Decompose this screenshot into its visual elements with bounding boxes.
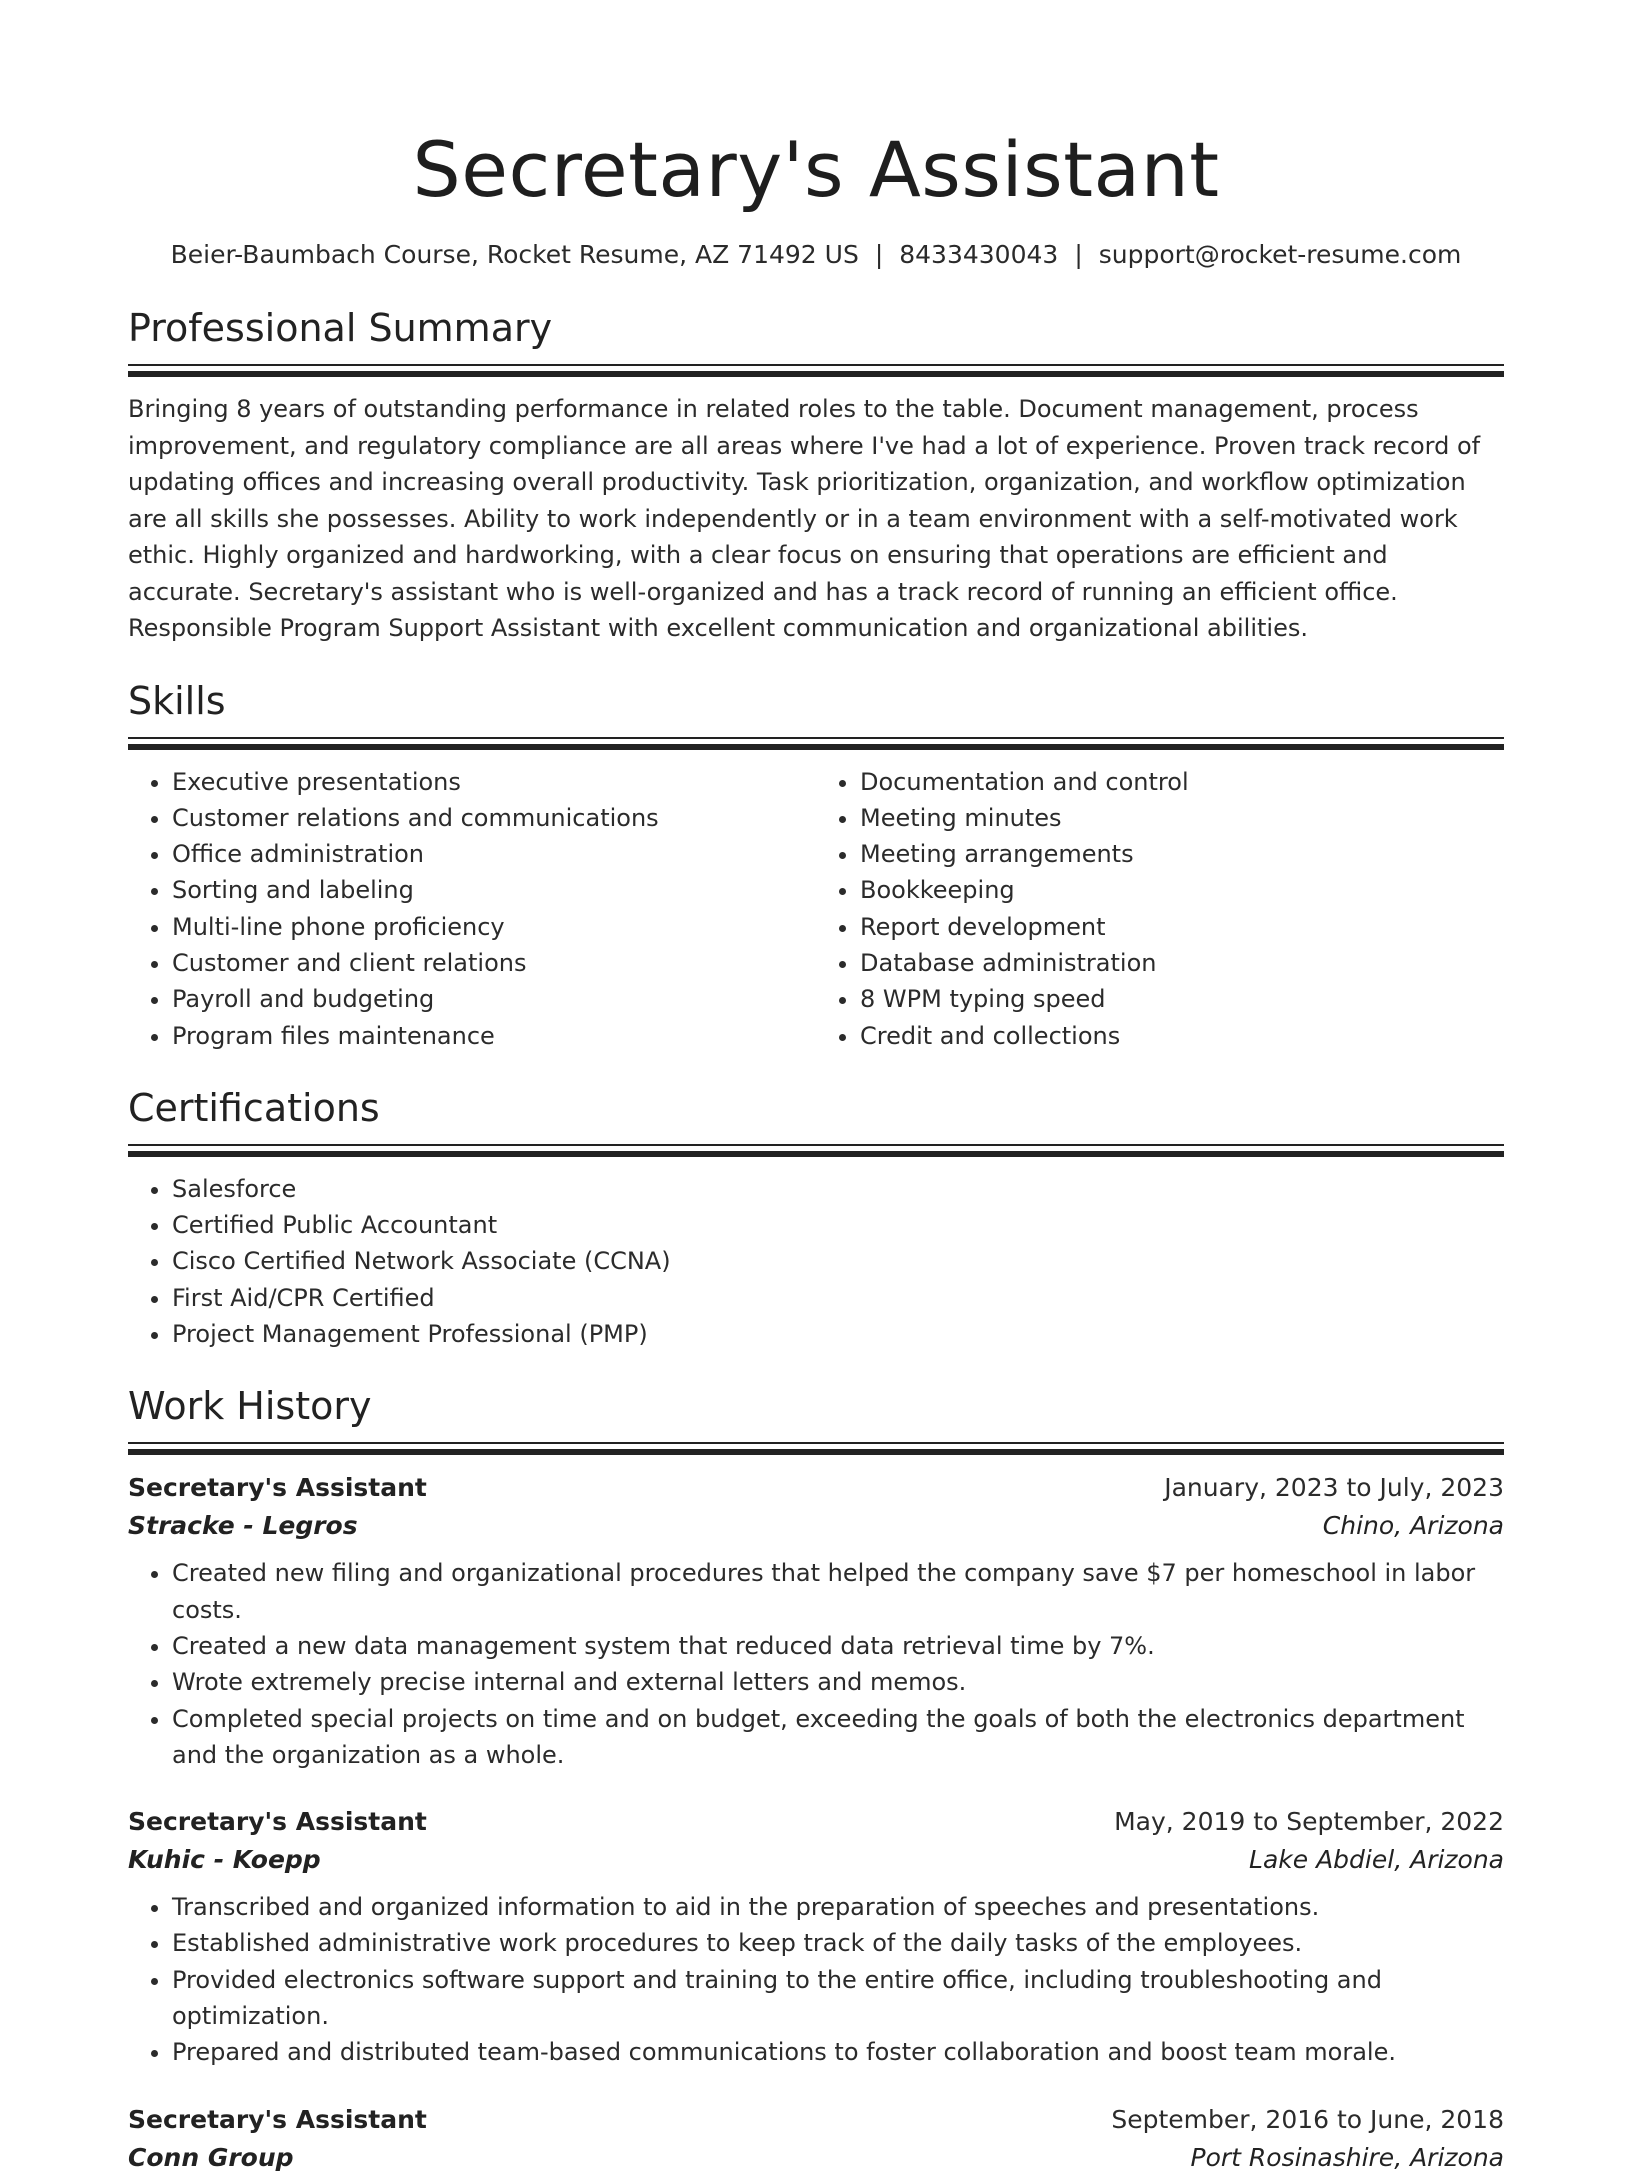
skill-item: • Sorting and labeling [172,872,816,908]
certification-item: • Salesforce [172,1171,1504,1207]
job-location: Chino, Arizona [1322,1511,1504,1541]
skill-item: • Customer and client relations [172,945,816,981]
contact-email: support@rocket-resume.com [1098,240,1462,269]
job-bullet: • Provided electronics software support and training to the entire office, including troubleshooting and optimization. [172,1962,1504,2035]
section-divider-thick [128,1151,1504,1157]
summary-text: Bringing 8 years of outstanding performance in related roles to the table. Document management, process improvement, and regulatory compliance are all areas where I've had a lot of experience. Proven track record of updating offices and increasing overall productivity. Task prioritization, organization, and workflow optimization are all skills she possesses. Ability to work independently or in a team environment with a self-motivated work ethic. Highly organized and hardworking, with a clear focus on ensuring that operations are efficient and accurate. Secretary's assistant who is well-organized and has a track record of running an efficient office. Responsible Program Support Assistant with excellent communication and organizational abilities. [128,395,1481,642]
work-history-heading: Work History [128,1384,372,1429]
job-bullet: • Created a new data management system that reduced data retrieval time by 7%. [172,1628,1504,1664]
job-dates: September, 2016 to June, 2018 [1111,2104,1504,2134]
certification-item: • Cisco Certified Network Associate (CCNA) [172,1243,1504,1279]
job-bullet: • Established administrative work procedures to keep track of the daily tasks of the employees. [172,1925,1504,1961]
skills-section [128,677,1504,1054]
certification-item: • Certified Public Accountant [172,1207,1504,1243]
job-entry [128,1469,1504,1773]
skills-list-left [128,764,816,1054]
skill-item: • Program files maintenance [172,1018,816,1054]
resume-page [128,0,1504,2177]
skills-heading: Skills [128,678,226,723]
section-divider [128,364,1504,366]
skill-item: • Office administration [172,836,816,872]
contact-separator: | [874,240,884,269]
job-company: Kuhic - Koepp [128,1845,321,1875]
skills-grid [128,764,1504,1054]
skill-item: • Database administration [860,945,1504,981]
summary-section [128,304,1504,647]
job-location: Port Rosinashire, Arizona [1190,2142,1504,2172]
job-entry [128,1803,1504,2070]
skill-item: • 8 WPM typing speed [860,981,1504,1017]
contact-phone: 8433430043 [899,240,1059,269]
skill-item: • Meeting minutes [860,800,1504,836]
job-bullet-list [128,1889,1504,2070]
contact-separator: | [1074,240,1083,269]
job-entry [128,2101,1504,2177]
certification-item: • Project Management Professional (PMP) [172,1316,1504,1352]
job-dates: January, 2023 to July, 2023 [1164,1473,1504,1503]
job-subheader [128,2139,1504,2177]
section-divider [128,1144,1504,1146]
certification-item: • First Aid/CPR Certified [172,1280,1504,1316]
job-dates: May, 2019 to September, 2022 [1114,1807,1504,1837]
certifications-heading: Certifications [128,1085,380,1130]
skills-list-right [816,764,1504,1054]
resume-name: Secretary's Assistant [412,125,1220,214]
job-bullet: • Transcribed and organized information to aid in the preparation of speeches and presentations. [172,1889,1504,1925]
job-title: Secretary's Assistant [128,1473,427,1503]
job-header [128,1803,1504,1841]
skill-item: • Credit and collections [860,1018,1504,1054]
skill-item: • Meeting arrangements [860,836,1504,872]
job-subheader [128,1841,1504,1879]
summary-heading: Professional Summary [128,306,553,350]
section-divider-thick [128,371,1504,377]
job-bullet: • Prepared and distributed team-based communications to foster collaboration and boost team morale. [172,2034,1504,2070]
job-bullet: • Created new filing and organizational procedures that helped the company save $7 per homeschool in labor costs. [172,1555,1504,1628]
skill-item: • Customer relations and communications [172,800,816,836]
job-bullet: • Wrote extremely precise internal and external letters and memos. [172,1664,1504,1700]
job-title: Secretary's Assistant [128,2104,427,2134]
skill-item: • Documentation and control [860,764,1504,800]
contact-address: Beier-Baumbach Course, Rocket Resume, AZ 71492 US [170,240,859,269]
section-divider [128,737,1504,739]
job-location: Lake Abdiel, Arizona [1249,1845,1504,1875]
section-divider [128,1442,1504,1444]
skill-item: • Multi-line phone proficiency [172,909,816,945]
skill-item: • Executive presentations [172,764,816,800]
skill-item: • Payroll and budgeting [172,981,816,1017]
skill-item: • Bookkeeping [860,872,1504,908]
job-title: Secretary's Assistant [128,1807,427,1837]
work-history-section [128,1382,1504,2176]
job-header [128,2101,1504,2139]
job-bullet: • Completed special projects on time and on budget, exceeding the goals of both the electronics department and the organization as a whole. [172,1701,1504,1774]
job-company: Stracke - Legros [128,1511,358,1541]
section-divider-thick [128,744,1504,750]
job-company: Conn Group [128,2142,294,2172]
job-header [128,1469,1504,1507]
section-divider-thick [128,1449,1504,1455]
certifications-section [128,1084,1504,1352]
contact-line [128,238,1504,272]
certifications-list [128,1171,1504,1352]
job-bullet-list [128,1555,1504,1773]
job-subheader [128,1507,1504,1545]
skill-item: • Report development [860,909,1504,945]
